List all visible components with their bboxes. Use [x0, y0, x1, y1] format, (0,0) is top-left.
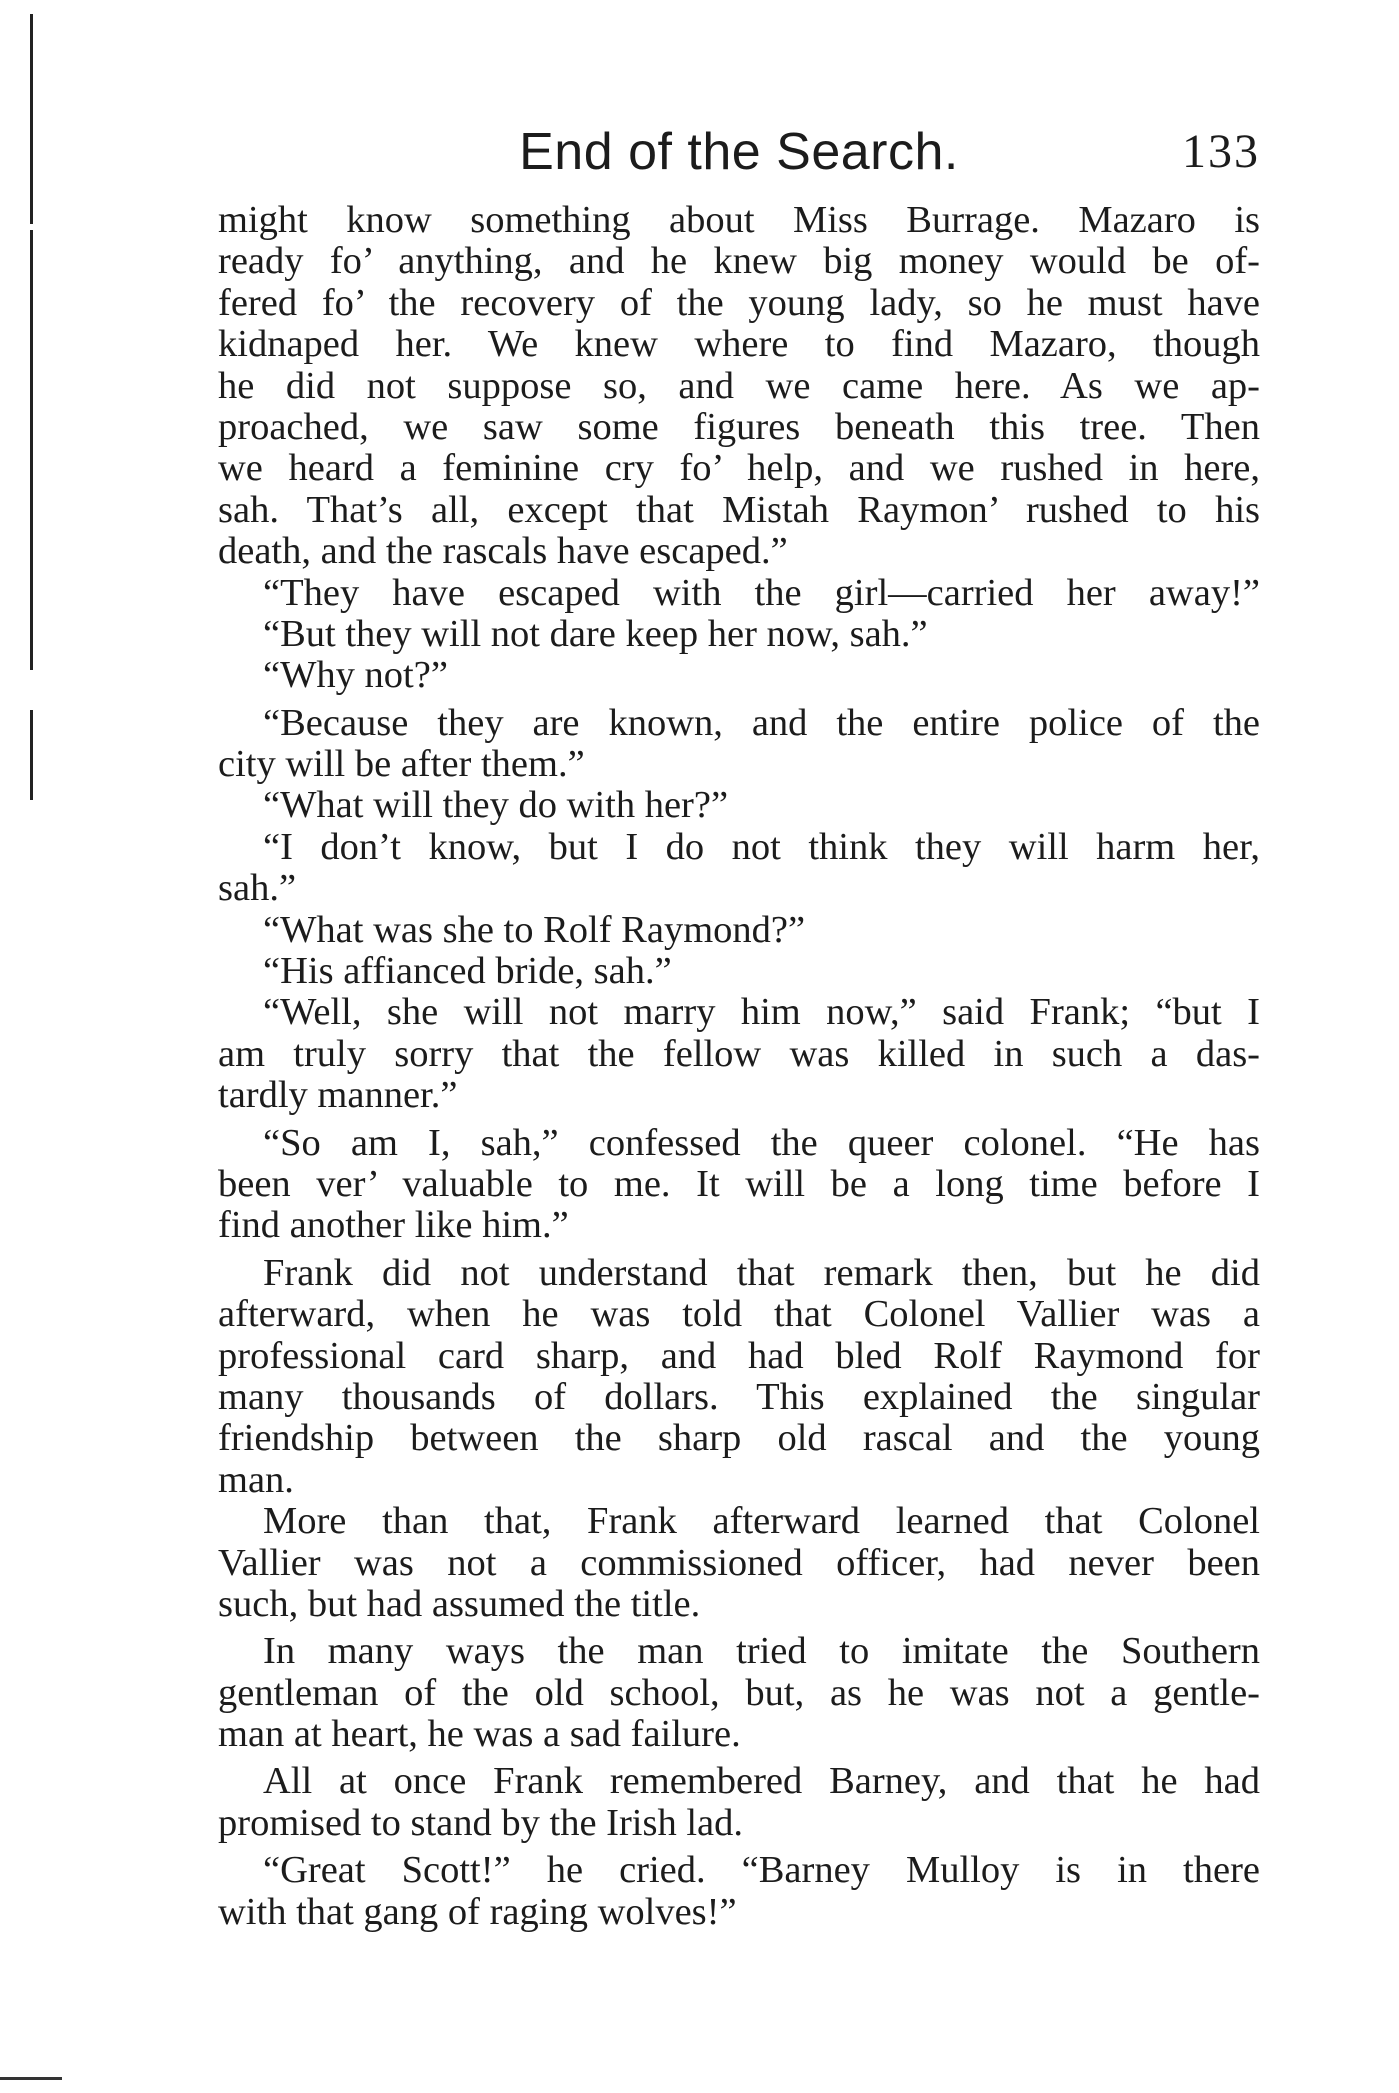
text-line: afterward, when he was told that Colonel Vallier was a	[218, 1293, 1260, 1336]
text-line: tardly manner.”	[218, 1074, 458, 1117]
text-line: ready fo’ anything, and he knew big money would be of-	[218, 240, 1260, 283]
text-line: find another like him.”	[218, 1204, 569, 1247]
text-line: we heard a feminine cry fo’ help, and we rushed in here,	[218, 447, 1260, 490]
text-line: been ver’ valuable to me. It will be a long time before I	[218, 1162, 1260, 1205]
text-line: Vallier was not a commissioned officer, had never been	[218, 1541, 1260, 1584]
text-line: sah.”	[218, 867, 297, 910]
text-line: friendship between the sharp old rascal and the young	[218, 1417, 1260, 1460]
text-line: “Great Scott!” he cried. “Barney Mulloy is in there	[263, 1849, 1260, 1892]
text-line: “I don’t know, but I do not think they will harm her,	[263, 825, 1260, 868]
text-line: All at once Frank remembered Barney, and that he had	[263, 1760, 1260, 1803]
text-line: death, and the rascals have escaped.”	[218, 530, 788, 573]
page-number: 133	[1182, 125, 1260, 178]
text-line: he did not suppose so, and we came here. As we ap-	[218, 364, 1260, 407]
text-line: kidnaped her. We knew where to find Mazaro, though	[218, 323, 1260, 366]
text-line: city will be after them.”	[218, 743, 585, 786]
text-line: such, but had assumed the title.	[218, 1582, 701, 1625]
text-line: am truly sorry that the fellow was killed in such a das-	[218, 1032, 1260, 1075]
text-line: man.	[218, 1458, 294, 1501]
text-line: “Well, she will not marry him now,” said Frank; “but I	[263, 991, 1260, 1034]
scan-edge-rule-lower	[30, 710, 33, 800]
scan-edge-mark	[0, 2077, 62, 2080]
text-line: “What was she to Rolf Raymond?”	[263, 908, 806, 951]
text-line: “They have escaped with the girl—carried her away!”	[263, 571, 1260, 614]
text-line: Frank did not understand that remark then, but he did	[263, 1251, 1260, 1294]
running-head	[218, 112, 1260, 192]
text-line: promised to stand by the Irish lad.	[218, 1801, 744, 1844]
scan-edge-rule-middle	[30, 230, 33, 670]
text-line: More than that, Frank afterward learned that Colonel	[263, 1500, 1260, 1543]
text-line: “What will they do with her?”	[263, 784, 729, 827]
text-line: professional card sharp, and had bled Rolf Raymond for	[218, 1334, 1260, 1377]
text-line: “His affianced bride, sah.”	[263, 950, 672, 993]
text-line: “But they will not dare keep her now, sah.”	[263, 612, 928, 655]
text-line: “Because they are known, and the entire police of the	[263, 701, 1260, 744]
text-line: many thousands of dollars. This explained the singular	[218, 1375, 1260, 1418]
text-line: gentleman of the old school, but, as he was not a gentle-	[218, 1671, 1260, 1714]
text-line: In many ways the man tried to imitate the Southern	[263, 1630, 1260, 1673]
text-line: with that gang of raging wolves!”	[218, 1890, 737, 1933]
text-line: “So am I, sah,” confessed the queer colonel. “He has	[263, 1121, 1260, 1164]
text-line: sah. That’s all, except that Mistah Raymon’ rushed to his	[218, 488, 1260, 531]
text-line: man at heart, he was a sad failure.	[218, 1713, 741, 1756]
scan-edge-rule-top	[30, 14, 33, 224]
text-line: might know something about Miss Burrage. Mazaro is	[218, 199, 1260, 241]
body-text	[218, 200, 1260, 1933]
text-line: “Why not?”	[263, 654, 448, 697]
chapter-title: End of the Search.	[519, 123, 959, 181]
text-line: proached, we saw some figures beneath this tree. Then	[218, 405, 1260, 448]
text-line: fered fo’ the recovery of the young lady, so he must have	[218, 281, 1260, 324]
